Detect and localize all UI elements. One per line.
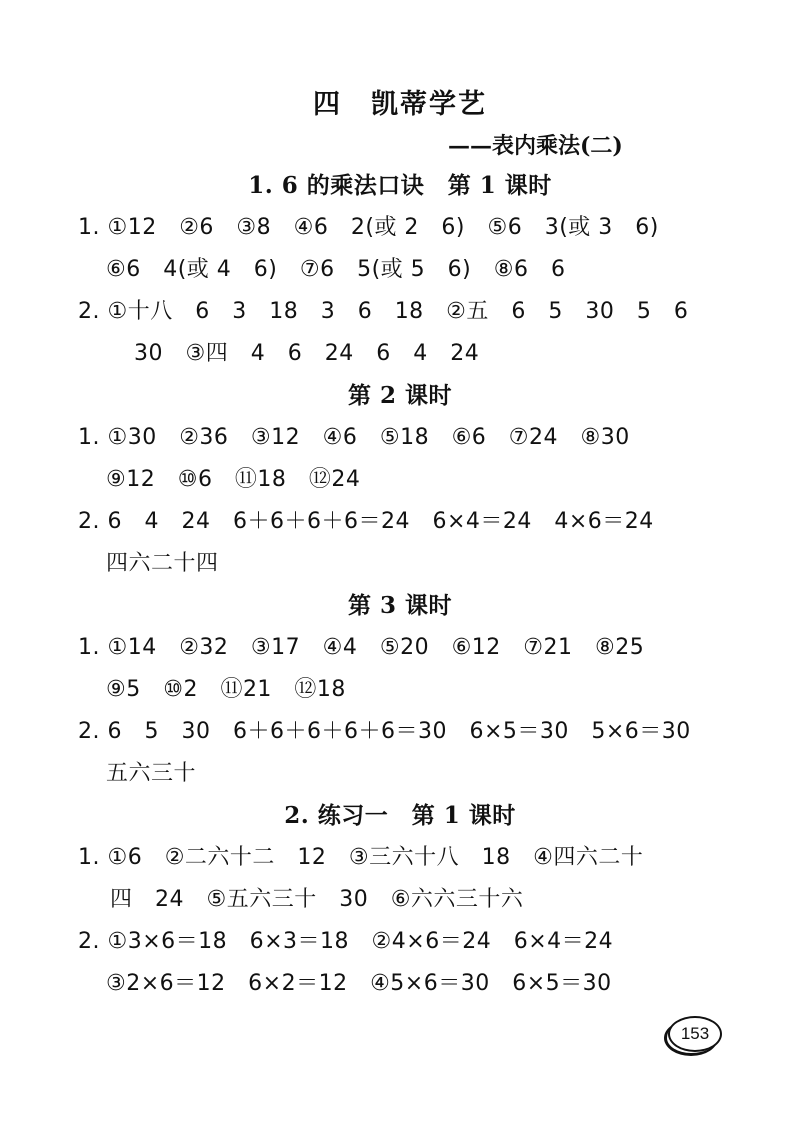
answer-line: ⑥6 4(或 4 6) ⑦6 5(或 5 6) ⑧6 6	[106, 257, 566, 282]
page-number: 153	[668, 1016, 722, 1052]
answer-line: 2. ①十八 6 3 18 3 6 18 ②五 6 5 30 5 6	[78, 299, 689, 324]
section-heading-4: 2. 练习一 第 1 课时	[284, 802, 516, 829]
answer-line: 四 24 ⑤五六三十 30 ⑥六六三十六	[110, 887, 524, 912]
answer-line: 2. ①3×6＝18 6×3＝18 ②4×6＝24 6×4＝24	[78, 929, 614, 954]
section-heading-3: 第 3 课时	[347, 592, 453, 619]
chapter-title: 四 凯蒂学艺	[313, 89, 487, 120]
answer-line: ③2×6＝12 6×2＝12 ④5×6＝30 6×5＝30	[106, 971, 612, 996]
answer-line: 1. ①14 ②32 ③17 ④4 ⑤20 ⑥12 ⑦21 ⑧25	[78, 635, 645, 660]
section-heading-1: 1. 6 的乘法口诀 第 1 课时	[248, 172, 552, 199]
answer-line: 1. ①30 ②36 ③12 ④6 ⑤18 ⑥6 ⑦24 ⑧30	[78, 425, 630, 450]
answer-line: 1. ①12 ②6 ③8 ④6 2(或 2 6) ⑤6 3(或 3 6)	[78, 215, 659, 240]
answer-line: 2. 6 5 30 6＋6＋6＋6＋6＝30 6×5＝30 5×6＝30	[78, 719, 691, 744]
answer-line: 2. 6 4 24 6＋6＋6＋6＝24 6×4＝24 4×6＝24	[78, 509, 654, 534]
section-heading-2: 第 2 课时	[347, 382, 453, 409]
answer-line: 1. ①6 ②二六十二 12 ③三六十八 18 ④四六二十	[78, 845, 644, 870]
answer-line: 30 ③四 4 6 24 6 4 24	[134, 341, 480, 366]
answer-line: ⑨5 ⑩2 ⑪21 ⑫18	[106, 677, 346, 702]
answer-line: ⑨12 ⑩6 ⑪18 ⑫24	[106, 467, 361, 492]
chapter-subtitle: ——表内乘法(二)	[448, 133, 623, 159]
answer-line: 四六二十四	[106, 551, 219, 576]
answer-line: 五六三十	[106, 761, 197, 786]
